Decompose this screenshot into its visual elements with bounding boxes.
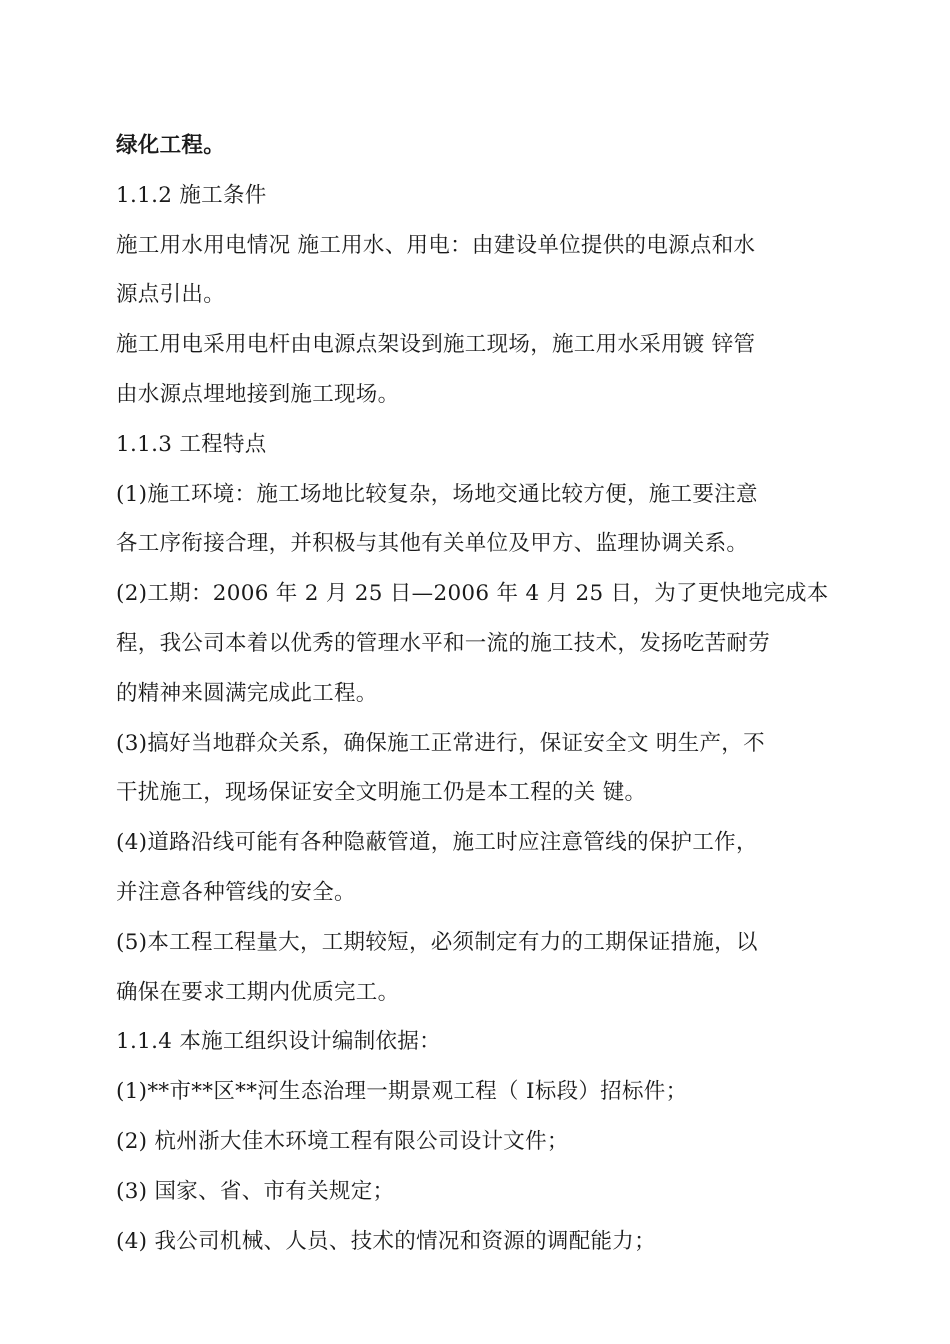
text-line: (3) 国家、省、市有关规定； [116, 1178, 395, 1204]
text-line: (4)道路沿线可能有各种隐蔽管道，施工时应注意管线的保护工作， [116, 830, 758, 856]
text-line: (2) 杭州浙大佳木环境工程有限公司设计文件； [116, 1128, 569, 1154]
text-line: 并注意各种管线的安全。 [116, 879, 356, 905]
text-line: 各工序衔接合理，并积极与其他有关单位及甲方、监理协调关系。 [116, 531, 749, 557]
text-line: (3)搞好当地群众关系，确保施工正常进行，保证安全文 明生产，不 [116, 730, 765, 756]
text-line: 的精神来圆满完成此工程。 [116, 680, 378, 706]
text-line: 绿化工程。 [116, 133, 226, 158]
text-line: (4) 我公司机械、人员、技术的情况和资源的调配能力； [116, 1228, 656, 1254]
section-heading: 1.1.2 施工条件 [116, 182, 267, 208]
text-line: (1)**市**区**河生态治理一期景观工程（ Ⅰ标段）招标件； [116, 1079, 688, 1105]
text-line: 施工用电采用电杆由电源点架设到施工现场，施工用水采用镀 锌管 [116, 332, 756, 358]
section-heading: 1.1.3 工程特点 [116, 431, 267, 457]
text-line: (5)本工程工程量大，工期较短，必须制定有力的工期保证措施，以 [116, 929, 758, 955]
text-line: (1)施工环境：施工场地比较复杂，场地交通比较方便，施工要注意 [116, 481, 758, 507]
text-line: 源点引出。 [116, 282, 226, 308]
section-heading: 1.1.4 本施工组织设计编制依据： [116, 1029, 441, 1055]
text-line: 确保在要求工期内优质完工。 [116, 979, 400, 1005]
text-line: 由水源点埋地接到施工现场。 [116, 381, 400, 407]
text-line: 程，我公司本着以优秀的管理水平和一流的施工技术，发扬吃苦耐劳 [116, 630, 771, 656]
text-line: 干扰施工，现场保证安全文明施工仍是本工程的关 键。 [116, 780, 647, 806]
text-line: 施工用水用电情况 施工用水、用电：由建设单位提供的电源点和水 [116, 232, 756, 258]
text-line: (2)工期：2006 年 2 月 25 日—2006 年 4 月 25 日，为了更快地完成本 [116, 581, 829, 607]
document-body [116, 121, 836, 1266]
